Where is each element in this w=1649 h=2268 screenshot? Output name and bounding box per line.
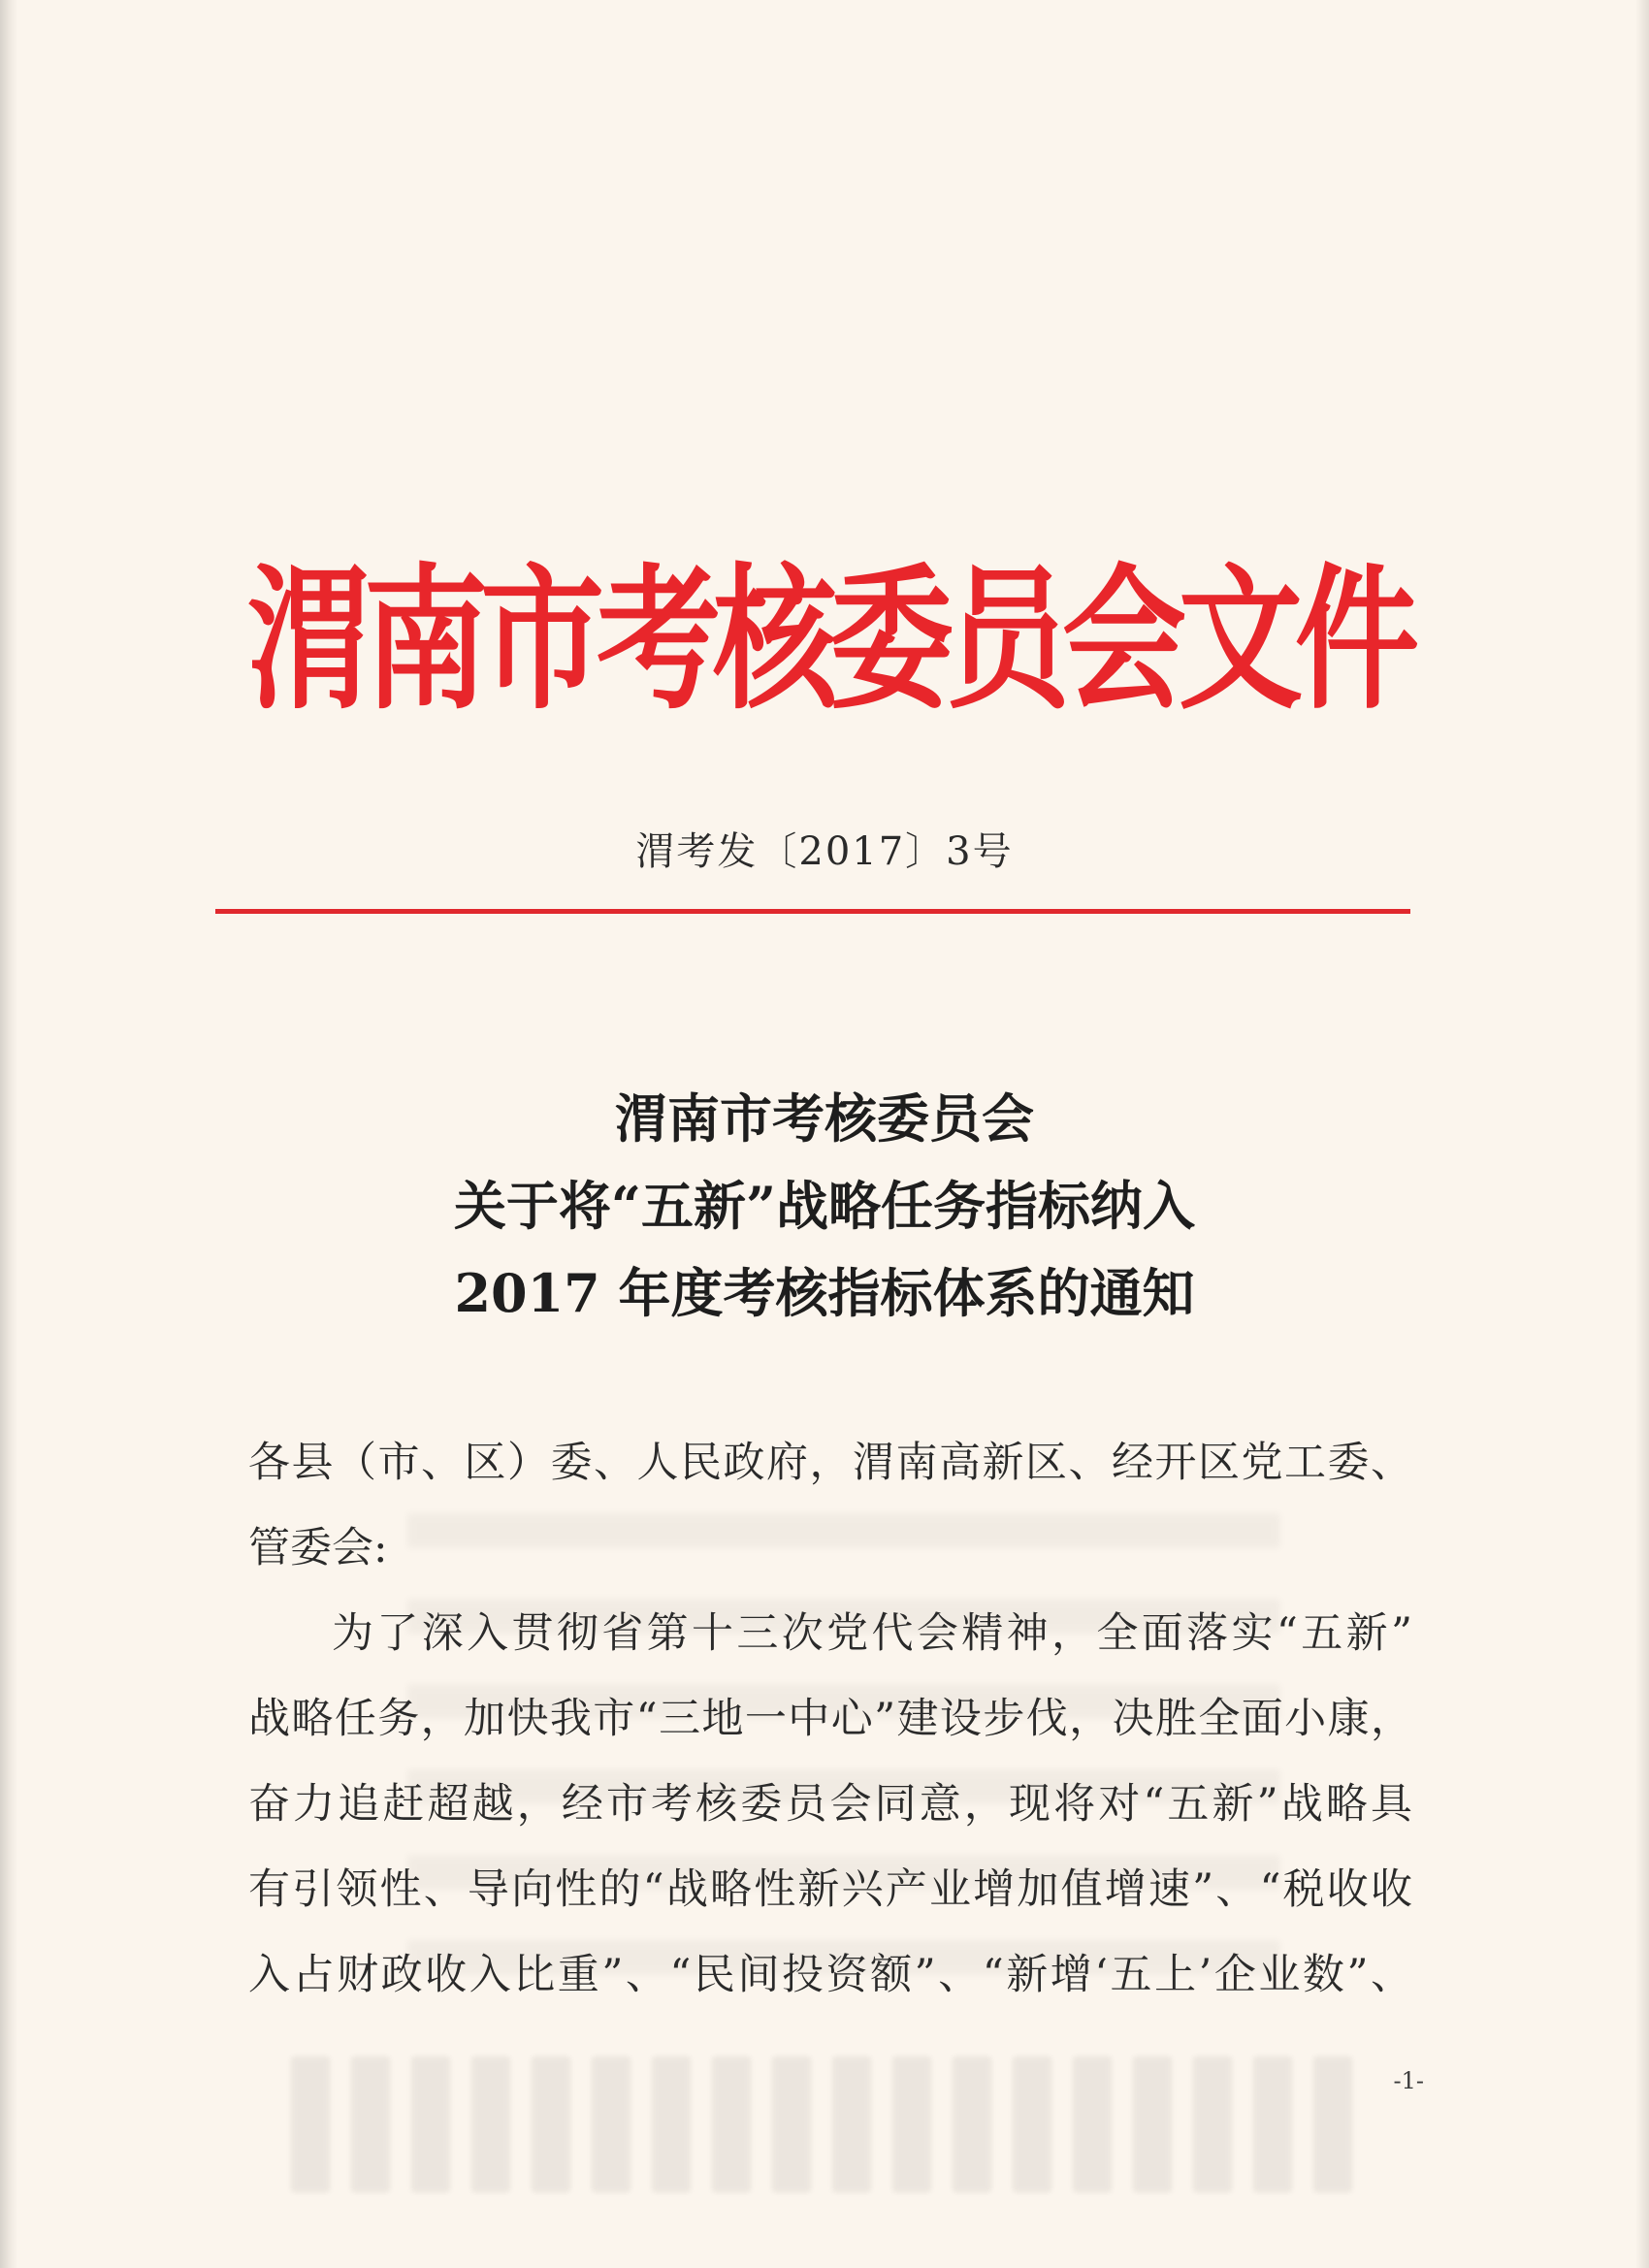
body-line: 为了深入贯彻省第十三次党代会精神，全面落实“五新” [332,1609,1412,1658]
bleed-through-footer-texture [291,2057,1358,2192]
red-separator-rule [215,909,1410,914]
document-title [0,1075,1649,1337]
title-line: 关于将“五新”战略任务指标纳入 [453,1175,1196,1237]
addressee-line: 管委会: [248,1524,388,1572]
title-line: 2017 年度考核指标体系的通知 [454,1262,1195,1324]
addressee-line: 各县（市、区）委、人民政府，渭南高新区、经开区党工委、 [248,1439,1412,1487]
body-line: 战略任务，加快我市“三地一中心”建设步伐，决胜全面小康， [248,1695,1412,1743]
title-line: 渭南市考核委员会 [615,1087,1034,1150]
document-number: 渭考发〔2017〕3号 [635,829,1014,874]
document-body [248,1420,1412,2018]
body-line: 入占财政收入比重”、“民间投资额”、“新增‘五上’企业数”、 [248,1951,1412,1999]
body-line: 奋力追赶超越，经市考核委员会同意，现将对“五新”战略具 [248,1780,1412,1829]
body-line: 有引领性、导向性的“战略性新兴产业增加值增速”、“税收收 [248,1865,1412,1914]
page-number: -1- [1393,2067,1424,2094]
red-masthead: 渭南市考核委员会文件 [246,549,1411,731]
